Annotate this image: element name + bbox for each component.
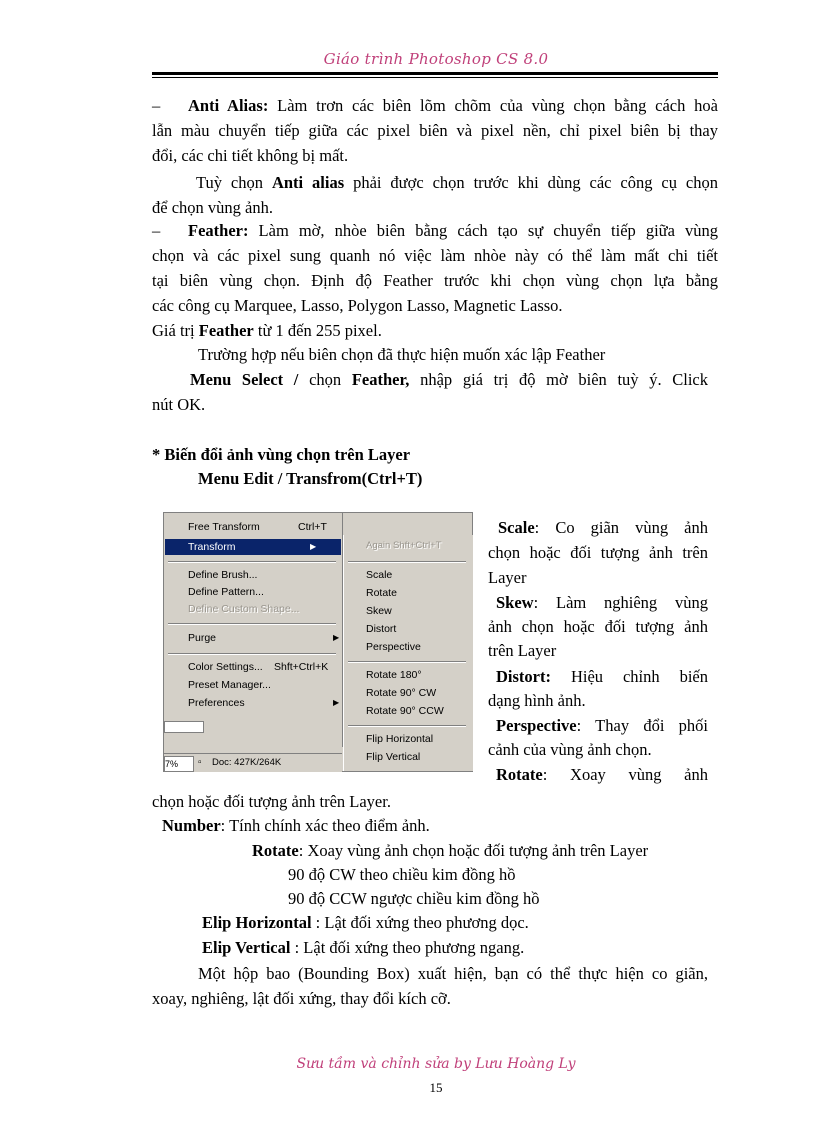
flip-vertical-line: Elip Vertical : Lật đối xứng theo phương ngang. <box>202 938 525 957</box>
submenu-item-perspective[interactable]: Perspective <box>366 641 421 653</box>
flip-horizontal-line: Elip Horizontal : Lật đối xứng theo phương dọc. <box>202 913 529 932</box>
skew-line3: trên Layer <box>488 641 557 660</box>
menu-separator <box>168 561 336 563</box>
header-rule-thin <box>152 77 718 78</box>
feather-menu-line1: Menu Select / chọn Feather, nhập giá trị độ mờ biên tuỳ ý. Click <box>190 370 709 389</box>
menu-item-color-settings[interactable]: Color Settings... Shft+Ctrl+K <box>188 661 329 673</box>
feather-line2: chọn và các pixel sung quanh nó việc làm nhòe này có thể làm mất chi tiết <box>152 246 718 265</box>
anti-alias-line2: lẫn màu chuyển tiếp giữa các pixel biên và pixel nền, chỉ pixel biên bị thay <box>152 121 718 140</box>
menu-item-free-transform[interactable]: Free Transform Ctrl+T <box>188 521 327 533</box>
anti-alias-note-line1: Tuỳ chọn Anti alias phải được chọn trước khi dùng các công cụ chọn <box>196 173 719 192</box>
number-line: Number: Tính chính xác theo điểm ảnh. <box>162 816 430 835</box>
footer-credit: Sưu tầm và chỉnh sửa by Lưu Hoàng Ly <box>296 1056 576 1072</box>
section-title: * Biến đổi ảnh vùng chọn trên Layer <box>152 445 411 464</box>
transform-submenu <box>343 535 473 771</box>
status-bar <box>164 753 342 772</box>
submenu-item-skew[interactable]: Skew <box>366 605 392 617</box>
doc-size: Doc: 427K/264K <box>212 757 282 768</box>
perspective-line2: cảnh của vùng ảnh chọn. <box>488 740 652 759</box>
anti-alias-line3: đổi, các chi tiết không bị mất. <box>152 146 349 165</box>
submenu-item-flip-horizontal[interactable]: Flip Horizontal <box>366 733 434 745</box>
menu-separator <box>168 653 336 655</box>
bounding-box-line2: xoay, nghiêng, lật đối xứng, thay đổi kích cỡ. <box>152 989 451 1008</box>
scale-line2: chọn hoặc đối tượng ảnh trên <box>488 543 708 562</box>
submenu-item-flip-vertical[interactable]: Flip Vertical <box>366 751 421 763</box>
menu-separator <box>348 661 466 663</box>
feather-value: Giá trị Feather từ 1 đến 255 pixel. <box>152 321 382 340</box>
feather-case: Trường hợp nếu biên chọn đã thực hiện muốn xác lập Feather <box>198 345 606 364</box>
menu-separator <box>348 561 466 563</box>
submenu-item-rotate[interactable]: Rotate <box>366 587 397 599</box>
document-icon: ▫ <box>198 757 202 768</box>
rotate-side-line2: chọn hoặc đối tượng ảnh trên Layer. <box>152 792 391 811</box>
header-rule-thick <box>152 72 718 75</box>
skew-line1: Skew: Làm nghiêng vùng <box>496 593 708 612</box>
distort-line2: dạng hình ảnh. <box>488 691 586 710</box>
submenu-item-rotate-90-ccw[interactable]: Rotate 90° CCW <box>366 705 444 717</box>
zoom-level[interactable]: 7% <box>164 756 194 772</box>
photoshop-edit-menu-screenshot <box>163 512 473 772</box>
feather-line3: tại biên vùng chọn. Định độ Feather trước khi chọn vùng chọn lựa bằng <box>152 271 718 290</box>
menu-item-preset-manager[interactable]: Preset Manager... <box>188 679 271 691</box>
feather-line4: các công cụ Marquee, Lasso, Polygon Lasso, Magnetic Lasso. <box>152 296 563 315</box>
scale-line3: Layer <box>488 568 527 587</box>
rotate-cw-line: 90 độ CW theo chiều kim đồng hồ <box>288 865 516 884</box>
anti-alias-note-line2: để chọn vùng ảnh. <box>152 198 273 217</box>
submenu-item-again: Again Shft+Ctrl+T <box>366 540 442 551</box>
skew-line2: ảnh chọn hoặc đối tượng ảnh <box>488 617 708 636</box>
menu-item-purge[interactable]: Purge ▶ <box>188 632 340 644</box>
menu-item-define-pattern[interactable]: Define Pattern... <box>188 586 264 598</box>
anti-alias-line1: – Anti Alias: Làm trơn các biên lõm chõm của vùng chọn bằng cách hoà <box>152 96 719 115</box>
menu-item-define-custom-shape: Define Custom Shape... <box>188 603 300 615</box>
section-menu: Menu Edit / Transfrom(Ctrl+T) <box>198 469 423 488</box>
submenu-arrow-icon: ▶ <box>333 633 340 642</box>
menu-item-define-brush[interactable]: Define Brush... <box>188 569 258 581</box>
submenu-item-scale[interactable]: Scale <box>366 569 393 581</box>
submenu-item-distort[interactable]: Distort <box>366 623 397 635</box>
feather-menu-line2: nút OK. <box>152 395 206 414</box>
rotate-side-line1: Rotate: Xoay vùng ảnh <box>496 765 708 784</box>
submenu-arrow-icon: ▶ <box>333 698 340 707</box>
feather-line1: – Feather: Làm mờ, nhòe biên bằng cách tạo sự chuyển tiếp giữa vùng <box>152 221 718 240</box>
rotate-ccw-line: 90 độ CCW ngược chiều kim đồng hồ <box>288 889 540 908</box>
bounding-box-line1: Một hộp bao (Bounding Box) xuất hiện, bạn có thể thực hiện co giãn, <box>198 964 708 983</box>
scale-line1: Scale: Co giãn vùng ảnh <box>498 518 708 537</box>
menu-separator <box>168 623 336 625</box>
menu-item-transform[interactable]: Transform ▶ <box>165 539 341 555</box>
distort-line1: Distort: Hiệu chỉnh biến <box>496 667 708 686</box>
perspective-line1: Perspective: Thay đổi phối <box>496 716 708 735</box>
edit-menu <box>164 513 343 747</box>
rotate-line: Rotate: Xoay vùng ảnh chọn hoặc đối tượng ảnh trên Layer <box>252 841 649 860</box>
submenu-item-rotate-180[interactable]: Rotate 180° <box>366 669 422 681</box>
page-number: 15 <box>429 1080 443 1095</box>
menu-item-preferences[interactable]: Preferences ▶ <box>188 697 340 709</box>
menu-separator <box>348 725 466 727</box>
page-header-title: Giáo trình Photoshop CS 8.0 <box>323 50 549 68</box>
submenu-arrow-icon: ▶ <box>310 542 317 551</box>
scrollbar-fragment <box>164 721 204 733</box>
submenu-item-rotate-90-cw[interactable]: Rotate 90° CW <box>366 687 437 699</box>
